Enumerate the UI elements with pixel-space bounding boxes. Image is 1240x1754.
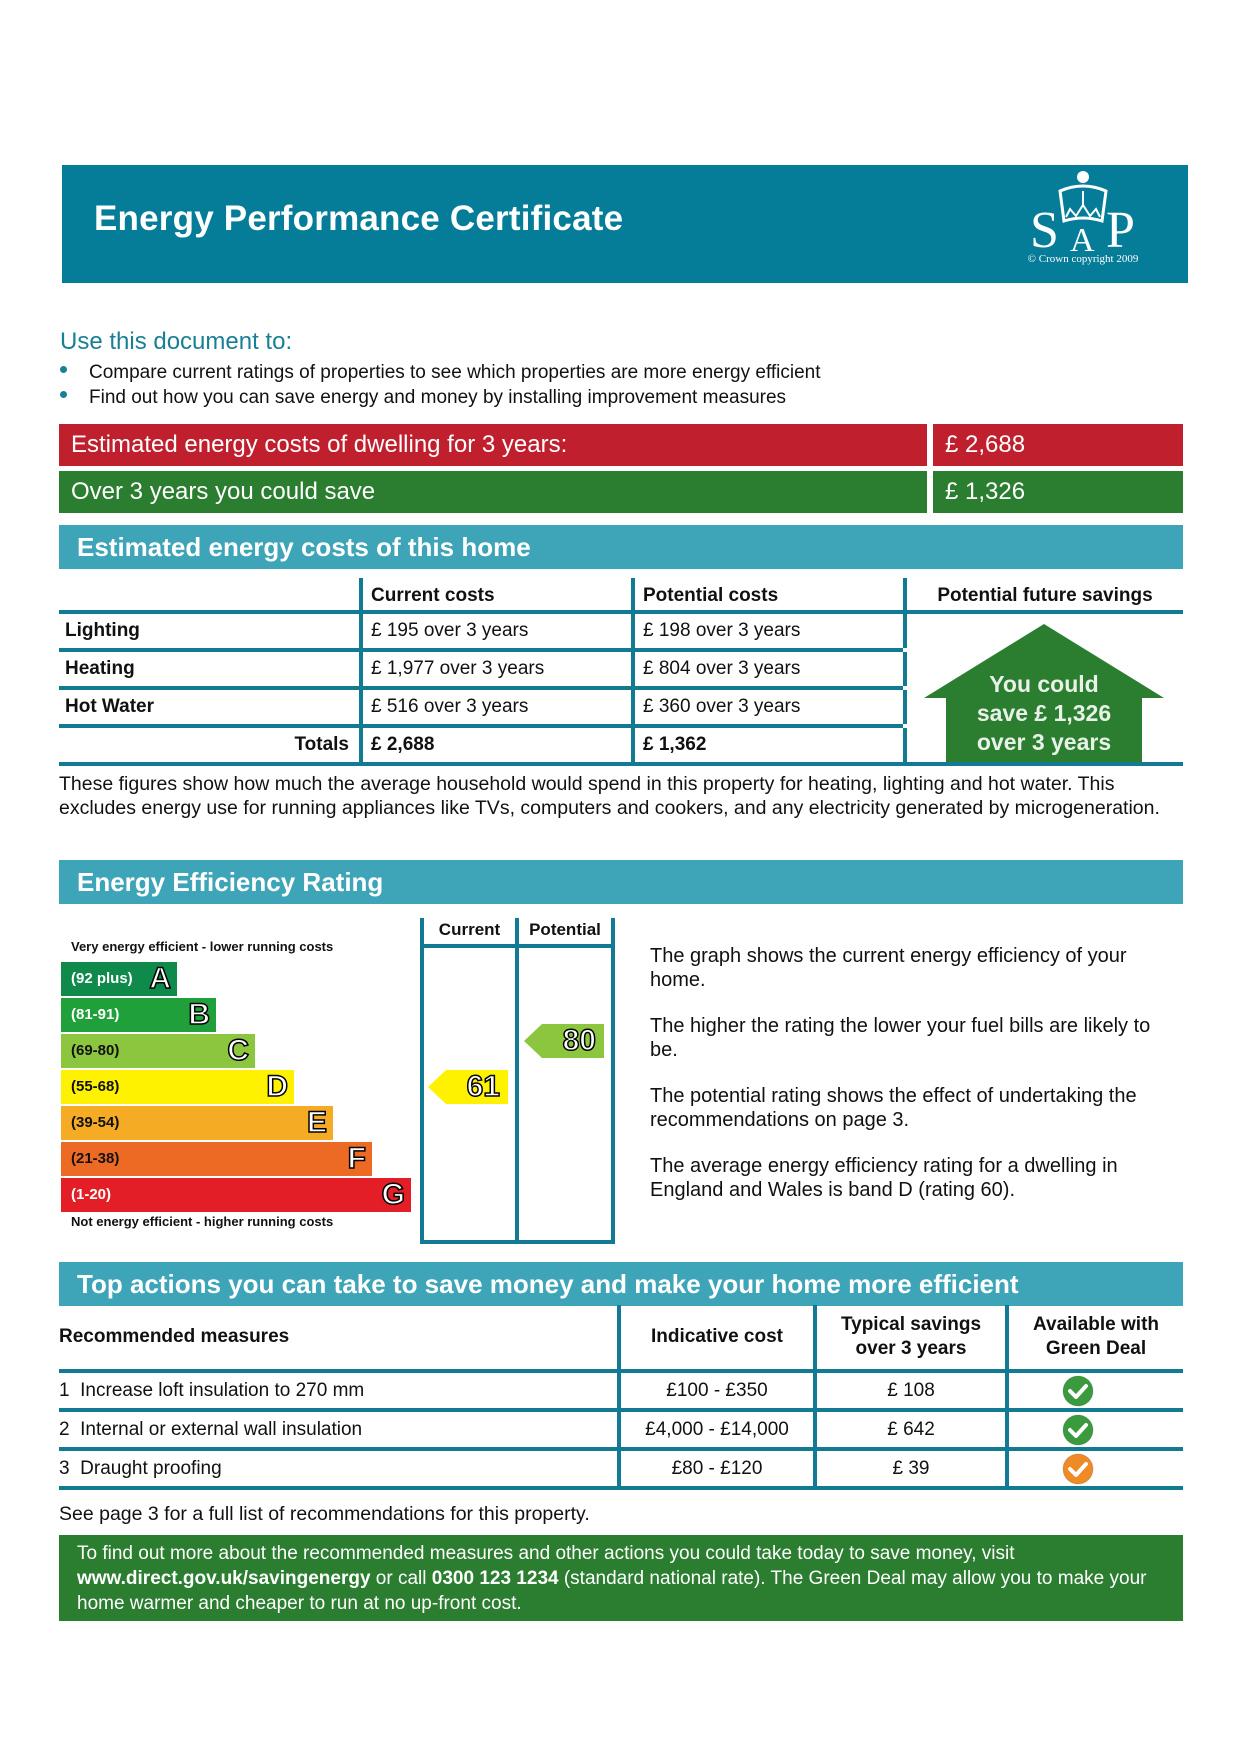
typical-savings: £ 39 [813,1451,1005,1486]
band-letter: B [188,998,210,1031]
row-label: Hot Water [65,696,155,717]
rating-band-b [61,998,216,1032]
measure-number: 1 [59,1379,70,1401]
bullet-text: Compare current ratings of properties to see which properties are more energy efficient [89,362,821,383]
header-cost: Indicative cost [617,1305,813,1369]
measure-cell [59,1419,617,1441]
band-letter: A [149,962,171,995]
use-document-title: Use this document to: [60,328,293,355]
svg-text:S: S [1030,202,1059,259]
rating-section-header: Energy Efficiency Rating [59,860,1183,904]
measure-number: 3 [59,1457,70,1479]
rating-band-f [61,1142,372,1176]
rating-notes [650,944,1180,1224]
bullet-icon [60,391,67,398]
measure-cell [59,1380,617,1402]
potential-total: £ 1,362 [631,728,903,762]
band-range: (39-54) [71,1114,120,1131]
current-column-header: Current [438,920,501,939]
bullet-icon [60,366,67,373]
orange-check-icon [1062,1453,1094,1485]
page-title: Energy Performance Certificate [94,199,624,238]
potential-cost: £ 198 over 3 years [631,614,903,648]
copyright-text: © Crown copyright 2009 [1027,253,1139,265]
current-rating-arrow [428,1070,508,1104]
savings-label: Over 3 years you could save [59,471,927,513]
header-cell [59,578,359,610]
band-range: (81-91) [71,1006,120,1023]
rating-note: The average energy efficiency rating for a dwelling in England and Wales is band D (rating 60). [650,1155,1118,1201]
current-total: £ 2,688 [359,728,631,762]
savings-value: £ 1,326 [933,471,1183,513]
table-row [59,1451,1183,1486]
measure-name: Draught proofing [80,1457,222,1479]
potential-column-header: Potential [529,920,601,939]
band-range: (92 plus) [71,970,133,987]
band-letter: D [266,1070,288,1103]
header-measures: Recommended measures [59,1326,290,1347]
green-check-icon [1062,1414,1094,1446]
header-cell: Potential costs [631,578,903,610]
bullet-text: Find out how you can save energy and money by installing improvement measures [89,387,787,408]
current-cost: £ 195 over 3 years [359,614,631,648]
band-range: (55-68) [71,1078,120,1095]
actions-section-header: Top actions you can take to save money and make your home more efficient [59,1262,1183,1306]
estimated-costs-label: Estimated energy costs of dwelling for 3 years: [59,424,927,466]
typical-savings: £ 108 [813,1373,1005,1408]
typical-savings: £ 642 [813,1412,1005,1447]
table-row [59,1373,1183,1408]
header-cell: Current costs [359,578,631,610]
phone-number: 0300 123 1234 [431,1568,559,1589]
use-bullet [60,362,821,384]
green-deal-cell [1005,1412,1183,1447]
band-range: (21-38) [71,1150,120,1167]
green-deal-cell [1005,1451,1183,1486]
footer-text: To find out more about the recommended measures and other actions you could take today to save money, visit [77,1543,1015,1564]
measure-name: Internal or external wall insulation [80,1418,363,1440]
header-banner [62,165,1188,283]
savings-house-arrow [924,624,1164,762]
header-green-deal: Available with Green Deal [1005,1305,1183,1369]
savings-message: You could save £ 1,326 over 3 years [976,671,1112,755]
potential-rating-arrow [524,1024,604,1058]
potential-cost: £ 804 over 3 years [631,652,903,686]
potential-rating-value: 80 [562,1023,596,1057]
rating-note: The graph shows the current energy efficiency of your home. [650,945,1127,991]
rating-note: The higher the rating the lower your fuel bills are likely to be. [650,1015,1151,1061]
band-range: (1-20) [71,1186,112,1203]
rating-band-d [61,1070,294,1104]
footer-text: (standard national rate). The Green Deal may allow you to make your home warmer and cheaper to run at no up-front cost. [77,1568,1147,1614]
header-cell: Potential future savings [903,578,1183,610]
see-page-note: See page 3 for a full list of recommendations for this property. [59,1503,590,1525]
svg-text:A: A [1070,222,1095,259]
measure-number: 2 [59,1418,70,1440]
table-header-row [59,1305,1183,1369]
bottom-efficiency-label: Not energy efficient - higher running costs [71,1214,334,1229]
row-label: Lighting [65,620,140,641]
use-bullet [60,387,786,409]
indicative-cost: £80 - £120 [617,1451,813,1486]
crown-icon [1008,169,1158,259]
estimated-costs-bar [59,424,1183,466]
indicative-cost: £4,000 - £14,000 [617,1412,813,1447]
green-check-icon [1062,1375,1094,1407]
band-letter: E [306,1106,327,1139]
energy-rating-chart [59,906,619,1244]
table-header-row [59,578,1183,610]
rating-band-c [61,1034,255,1068]
rating-note: The potential rating shows the effect of undertaking the recommendations on page 3. [650,1085,1137,1131]
top-efficiency-label: Very energy efficient - lower running costs [71,939,334,954]
current-rating-value: 61 [466,1070,500,1103]
measure-cell [59,1458,617,1480]
row-label: Heating [65,658,135,679]
savingenergy-link[interactable]: www.direct.gov.uk/savingenergy [77,1568,371,1589]
band-letter: F [347,1142,366,1175]
potential-savings-bar [59,471,1183,513]
band-letter: G [381,1178,405,1211]
green-deal-cell [1005,1373,1183,1408]
measure-name: Increase loft insulation to 270 mm [80,1379,365,1401]
header-savings: Typical savings over 3 years [813,1305,1005,1369]
current-cost: £ 516 over 3 years [359,690,631,724]
estimated-costs-value: £ 2,688 [933,424,1183,466]
costs-section-header: Estimated energy costs of this home [59,525,1183,569]
costs-note: These figures show how much the average household would spend in this property for heating, lighting and hot water. This excludes energy use for running appliances like TVs, computers and cookers, and any electricity generated by microgeneration. [59,773,1160,819]
footer-text: or call [370,1568,432,1589]
band-range: (69-80) [71,1042,120,1059]
sap-logo [1008,169,1158,277]
rating-band-g [61,1178,411,1212]
rating-band-a [61,962,177,996]
current-cost: £ 1,977 over 3 years [359,652,631,686]
indicative-cost: £100 - £350 [617,1373,813,1408]
table-row [59,1412,1183,1447]
rating-band-e [61,1106,333,1140]
totals-label: Totals [294,734,349,755]
svg-text:P: P [1106,202,1135,259]
footer-info-box [59,1535,1183,1621]
potential-cost: £ 360 over 3 years [631,690,903,724]
band-letter: C [227,1034,249,1067]
